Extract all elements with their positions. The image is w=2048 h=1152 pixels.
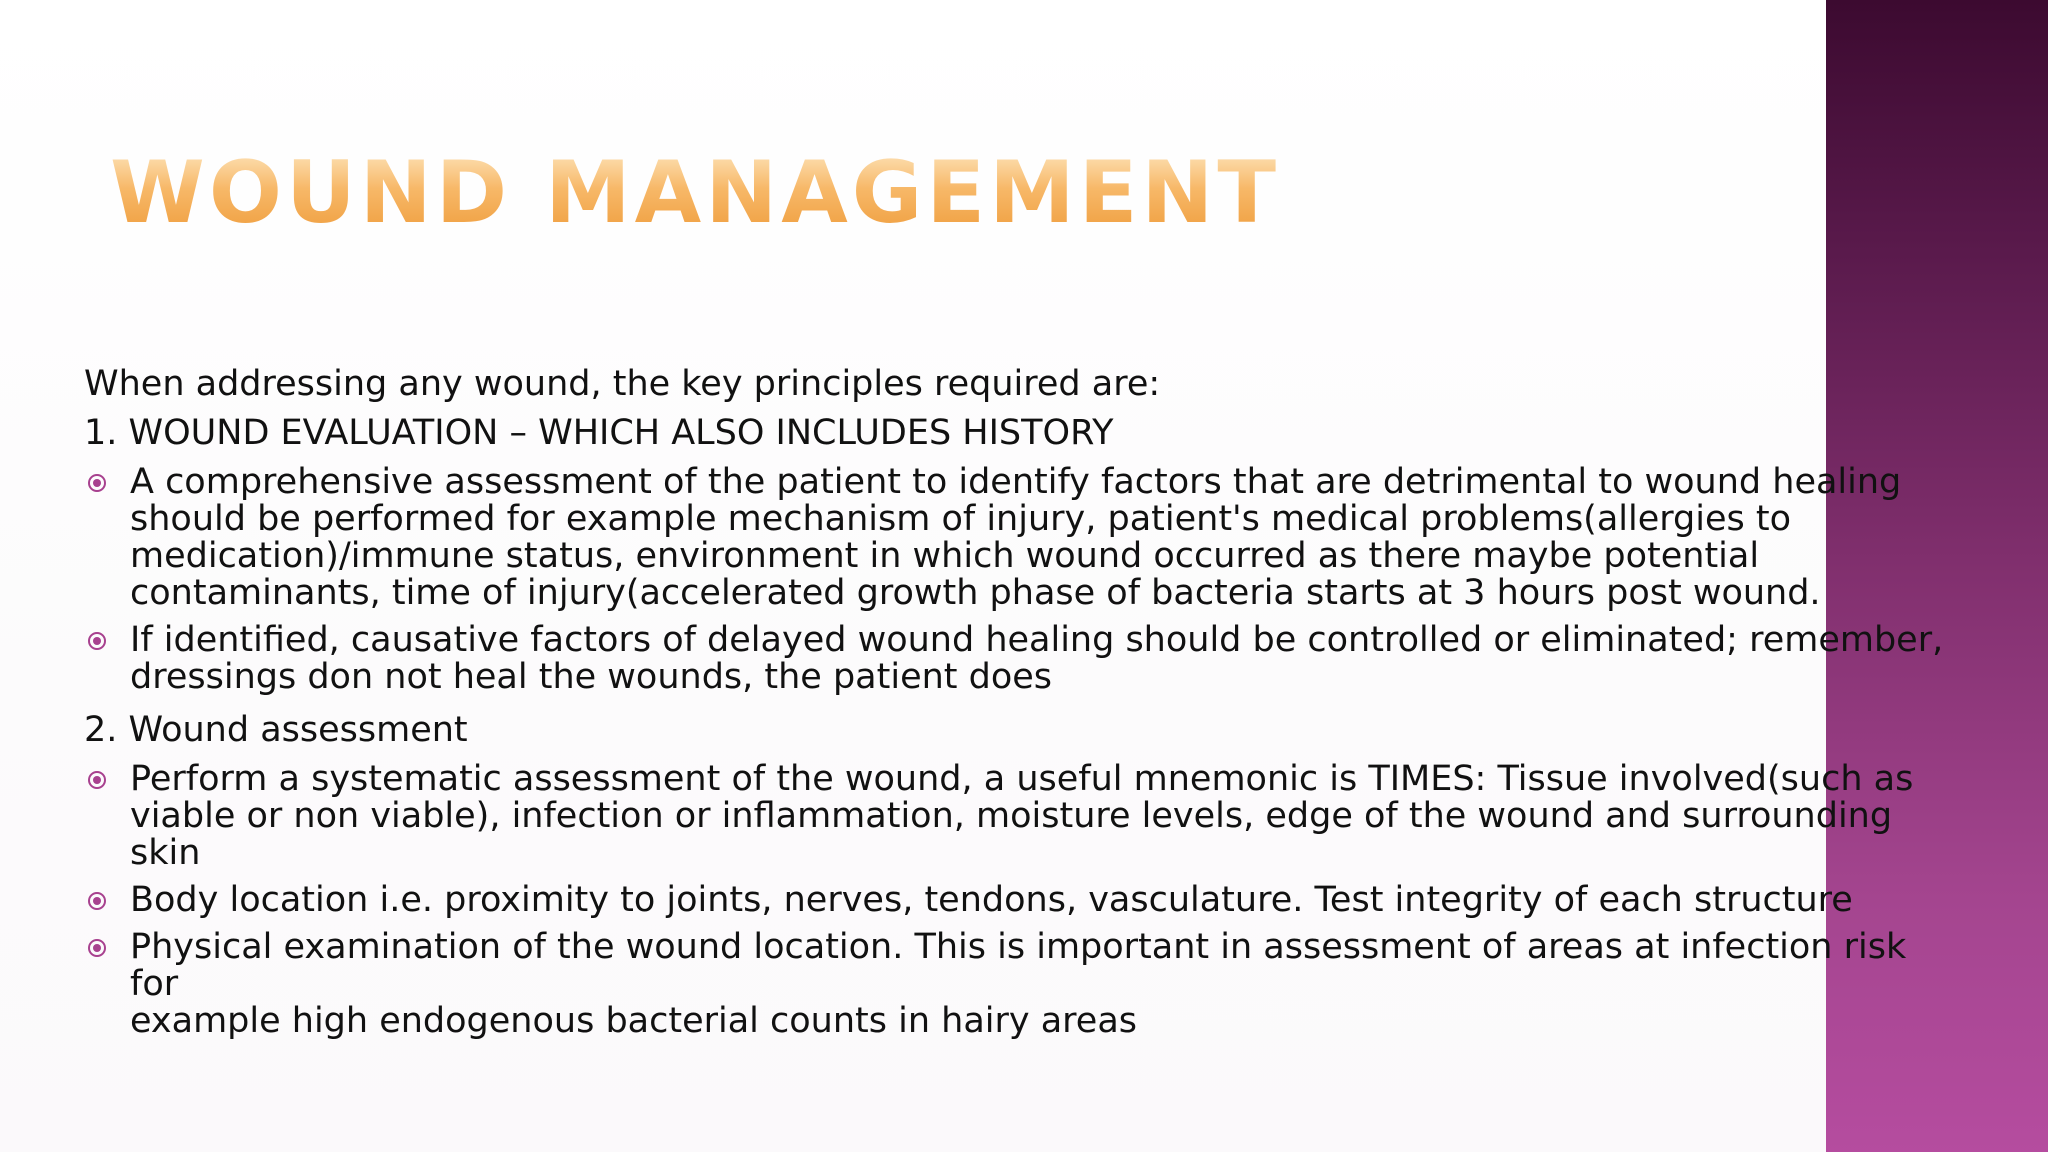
bullet-item [84,882,1964,919]
bullet-text: If identified, causative factors of delayed wound healing should be controlled or eliminated; remember, dressings don not heal the wounds, the patient does [130,620,1944,697]
bullet-item [84,622,1964,696]
bullet-item [84,761,1964,872]
section-heading-wound-assessment: 2. Wound assessment [84,710,468,750]
circle-dot-bullet-icon [88,474,106,492]
circle-dot-bullet-icon [88,892,106,910]
circle-dot-bullet-icon [88,939,106,957]
section-heading-wound-evaluation: 1. WOUND EVALUATION – WHICH ALSO INCLUDES HISTORY [84,413,1114,453]
bullet-text: Physical examination of the wound location. This is important in assessment of areas at infection risk for example high endogenous bacterial counts in hairy areas [130,927,1907,1041]
bullet-item [84,464,1964,612]
slide-title: WOUND MANAGEMENT [110,143,1281,243]
circle-dot-bullet-icon [88,632,106,650]
bullet-text: Perform a systematic assessment of the wound, a useful mnemonic is TIMES: Tissue involved(such as viable or non viable), infection or inflammation, moisture levels, edge of the wound and surrounding skin [130,759,1914,873]
slide-body [84,360,1964,1050]
bullet-text: A comprehensive assessment of the patient to identify factors that are detrimental to wound healing should be performed for example mechanism of injury, patient's medical problems(allergies to medication)/immune status, environment in which wound occurred as there maybe potential contaminants, time of injury(accelerated growth phase of bacteria starts at 3 hours post wound. [130,462,1902,613]
bullet-text: Body location i.e. proximity to joints, nerves, tendons, vasculature. Test integrity of each structure [130,880,1853,920]
intro-text: When addressing any wound, the key principles required are: [84,364,1161,404]
bullet-item [84,929,1964,1040]
circle-dot-bullet-icon [88,771,106,789]
